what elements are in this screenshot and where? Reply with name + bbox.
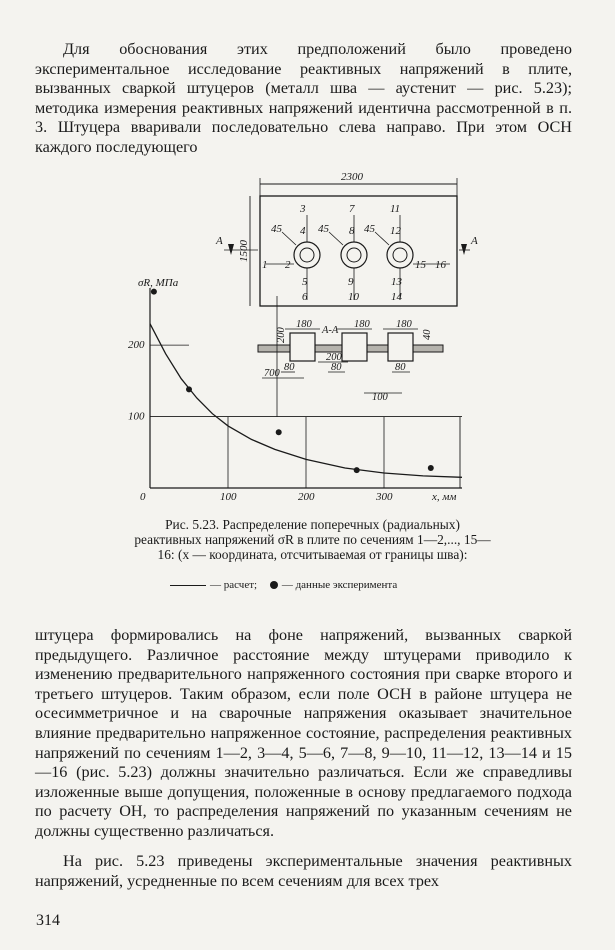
data-point bbox=[428, 465, 434, 471]
x-tick-label: 300 bbox=[376, 491, 393, 503]
plate-labels bbox=[215, 171, 478, 303]
angle-label: 45 bbox=[271, 223, 282, 235]
data-point bbox=[354, 467, 360, 473]
angle-label: 45 bbox=[318, 223, 329, 235]
paragraph-top: Для обоснования этих предположений было проведено экспериментальное исследование реактивных напряжений в плите, вызванных сваркой штуцеров (металл шва — аустенит — рис. 5.23); методика измерения реактивных напряжений идентична рассмотренной в п. 3. Штуцера вваривали последовательно слева направо. При этом ОСН каждого последующего bbox=[35, 40, 572, 156]
x-tick-label: 0 bbox=[140, 491, 146, 503]
section-mark-left: A bbox=[216, 235, 223, 247]
point-label: 1 bbox=[262, 259, 268, 271]
dim-label: 700 bbox=[264, 368, 280, 379]
dim-label: 80 bbox=[331, 362, 342, 373]
section-mark-right: A bbox=[471, 235, 478, 247]
paragraph-bottom: штуцера формировались на фоне напряжений, вызванных сваркой предыдущего. Различное расстояние между штуцерами приводило к изменению предварительного напряженного состояния при сварке второго и третьего штуцеров. Таким образом, если поле ОСН в районе штуцера не осесимметричное и на сварочные напряжения оказывает значительное влияние предварительно напряженное состояние, распределения реактивных напряжений по сечениям 1—2, 3—4, 5—6, 7—8, 9—10, 11—12, 13—14 и 15—16 (рис. 5.23) должны значительно различаться. Если же справедливы изложенные выше допущения, положенные в основу предлагаемого подхода по расчету ОН, то распределения напряжений по указанным сечениям не должны существенно различаться. bbox=[35, 626, 572, 840]
dim-label: 80 bbox=[395, 362, 406, 373]
point-label: 8 bbox=[349, 225, 355, 237]
point-label: 5 bbox=[302, 276, 308, 288]
dim-label: 180 bbox=[396, 319, 412, 330]
point-label: 13 bbox=[391, 276, 402, 288]
dim-label: 180 bbox=[296, 319, 312, 330]
legend-calc: — расчет; bbox=[210, 579, 258, 591]
point-label: 10 bbox=[348, 291, 359, 303]
width-label: 2300 bbox=[341, 171, 363, 183]
point-label: 4 bbox=[300, 225, 306, 237]
plate-outline bbox=[260, 196, 457, 306]
legend-exp: — данные эксперимента bbox=[281, 579, 398, 591]
data-point bbox=[151, 289, 157, 295]
point-label: 11 bbox=[390, 203, 401, 215]
page-number: 314 bbox=[36, 912, 60, 929]
dim-label: 100 bbox=[372, 392, 388, 403]
dim-label: 40 bbox=[422, 329, 433, 340]
y-tick-label: 100 bbox=[128, 410, 145, 423]
dim-label: 80 bbox=[284, 362, 295, 373]
point-label: 7 bbox=[349, 203, 355, 215]
figure-legend bbox=[170, 578, 470, 592]
paragraph-last: На рис. 5.23 приведены экспериментальные значения реактивных напряжений, усредненные по всем сечениям для всех трех bbox=[35, 852, 572, 890]
angle-label: 45 bbox=[364, 223, 375, 235]
legend-line-icon bbox=[170, 585, 206, 586]
x-axis-label: x, мм bbox=[432, 491, 457, 503]
plate-diagram bbox=[224, 178, 470, 306]
x-tick-label: 200 bbox=[298, 491, 315, 503]
data-point bbox=[186, 386, 192, 392]
y-tick-label: 200 bbox=[128, 339, 145, 352]
dim-label: 200 bbox=[326, 352, 342, 363]
legend-dot-icon bbox=[270, 581, 278, 589]
point-label: 9 bbox=[348, 276, 354, 288]
point-label: 12 bbox=[390, 225, 401, 237]
dim-label: 180 bbox=[354, 319, 370, 330]
height-label: 1500 bbox=[238, 240, 250, 262]
point-label: 15 bbox=[415, 259, 426, 271]
data-point bbox=[276, 429, 282, 435]
x-tick-label: 100 bbox=[220, 491, 237, 503]
section-title: A-A bbox=[322, 325, 339, 336]
point-label: 6 bbox=[302, 291, 308, 303]
y-axis-label: σR, МПа bbox=[138, 277, 179, 289]
figure-caption: Рис. 5.23. Распределение поперечных (радиальных) реактивных напряжений σR в плите по сечениям 1—2,..., 15—16: (x — координата, отсчитываемая от границы шва): bbox=[134, 517, 491, 563]
point-label: 14 bbox=[391, 291, 402, 303]
dim-label: 200 bbox=[276, 327, 287, 343]
point-label: 3 bbox=[300, 203, 306, 215]
stress-chart bbox=[128, 277, 462, 503]
point-label: 16 bbox=[435, 259, 446, 271]
point-label: 2 bbox=[285, 259, 291, 271]
